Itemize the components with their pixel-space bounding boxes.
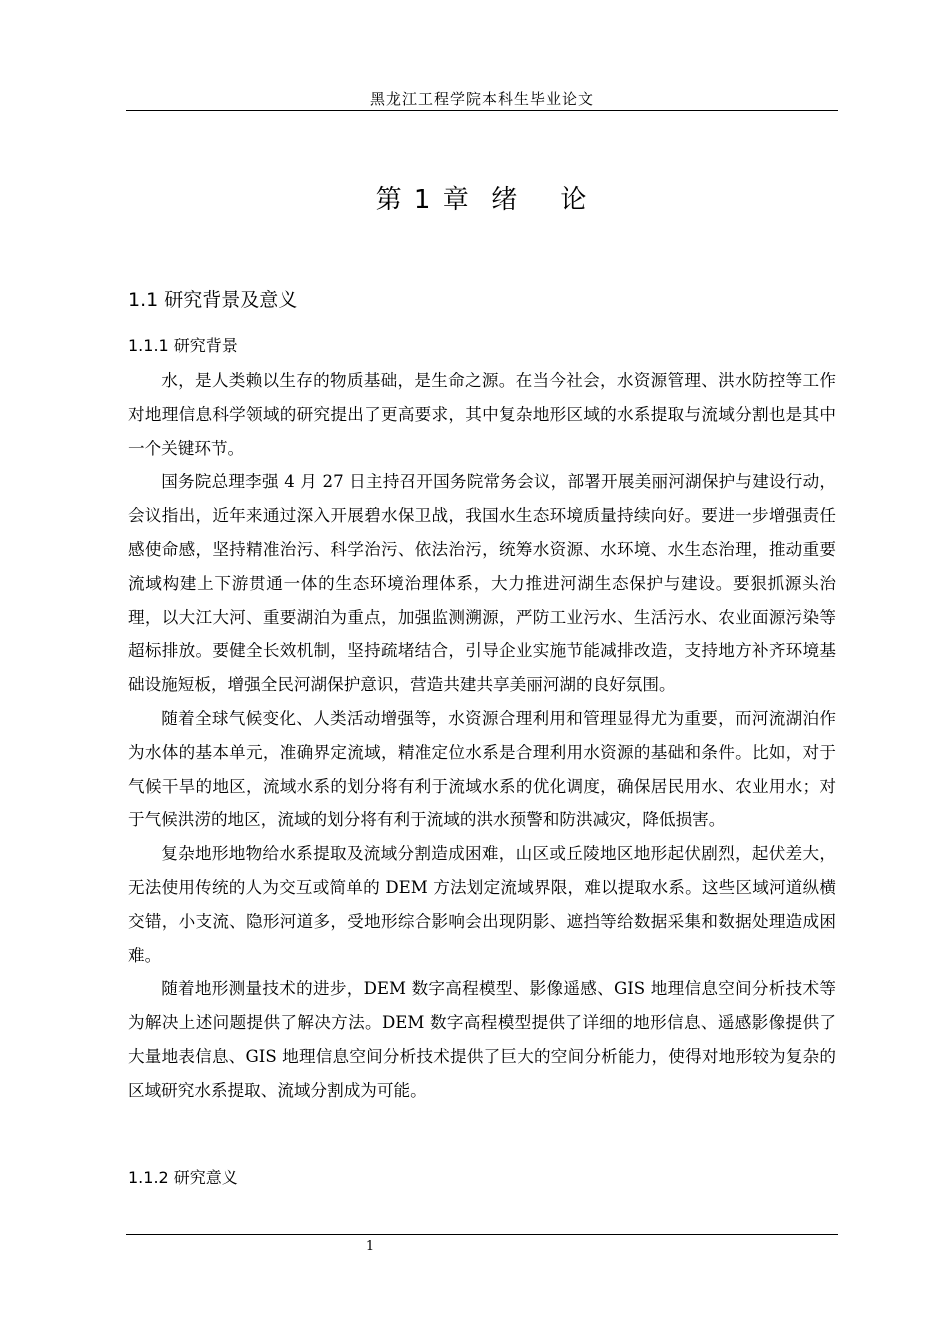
footer-divider bbox=[126, 1234, 838, 1235]
subsection-heading-significance: 1.1.2 研究意义 bbox=[128, 1168, 238, 1187]
paragraph: 复杂地形地物给水系提取及流域分割造成困难，山区或丘陵地区地形起伏剧烈，起伏差大，无法使用传统的人为交互或简单的 DEM 方法划定流域界限，难以提取水系。这些区域河道纵横交错，小支流、隐形河道多，受地形综合影响会出现阴影、遮挡等给数据采集和数据处理造成困难。 bbox=[128, 844, 836, 965]
page-header: 黑龙江工程学院本科生毕业论文 bbox=[369, 90, 594, 108]
paragraph: 水，是人类赖以生存的物质基础，是生命之源。在当今社会，水资源管理、洪水防控等工作对地理信息科学领域的研究提出了更高要求，其中复杂地形区域的水系提取与流域分割也是其中一个关键环节。 bbox=[128, 371, 836, 458]
body-text bbox=[128, 364, 836, 1108]
subsection-heading-background: 1.1.1 研究背景 bbox=[128, 336, 238, 355]
paragraph: 国务院总理李强 4 月 27 日主持召开国务院常务会议，部署开展美丽河湖保护与建设行动，会议指出，近年来通过深入开展碧水保卫战，我国水生态环境质量持续向好。要进一步增强责任感使命感，坚持精准治污、科学治污、依法治污，统筹水资源、水环境、水生态治理，推动重要流域构建上下游贯通一体的生态环境治理体系，大力推进河湖生态保护与建设。要狠抓源头治理，以大江大河、重要湖泊为重点，加强监测溯源，严防工业污水、生活污水、农业面源污染等超标排放。要健全长效机制，坚持疏堵结合，引导企业实施节能减排改造，支持地方补齐环境基础设施短板，增强全民河湖保护意识，营造共建共享美丽河湖的良好氛围。 bbox=[128, 472, 836, 695]
section-heading: 1.1 研究背景及意义 bbox=[128, 289, 298, 311]
paragraph: 随着地形测量技术的进步，DEM 数字高程模型、影像遥感、GIS 地理信息空间分析技术等为解决上述问题提供了解决方法。DEM 数字高程模型提供了详细的地形信息、遥感影像提供了大量地表信息、GIS 地理信息空间分析技术提供了巨大的空间分析能力，使得对地形较为复杂的区域研究水系提取、流域分割成为可能。 bbox=[128, 979, 836, 1100]
header-divider bbox=[126, 110, 838, 111]
paragraph: 随着全球气候变化、人类活动增强等，水资源合理利用和管理显得尤为重要，而河流湖泊作为水体的基本单元，准确界定流域，精准定位水系是合理利用水资源的基础和条件。比如，对于气候干旱的地区，流域水系的划分将有利于流域水系的优化调度，确保居民用水、农业用水；对于气候洪涝的地区，流域的划分将有利于流域的洪水预警和防洪减灾，降低损害。 bbox=[128, 708, 836, 830]
chapter-title: 第 1 章 绪 论 bbox=[375, 185, 589, 215]
page-number: 1 bbox=[365, 1239, 375, 1254]
